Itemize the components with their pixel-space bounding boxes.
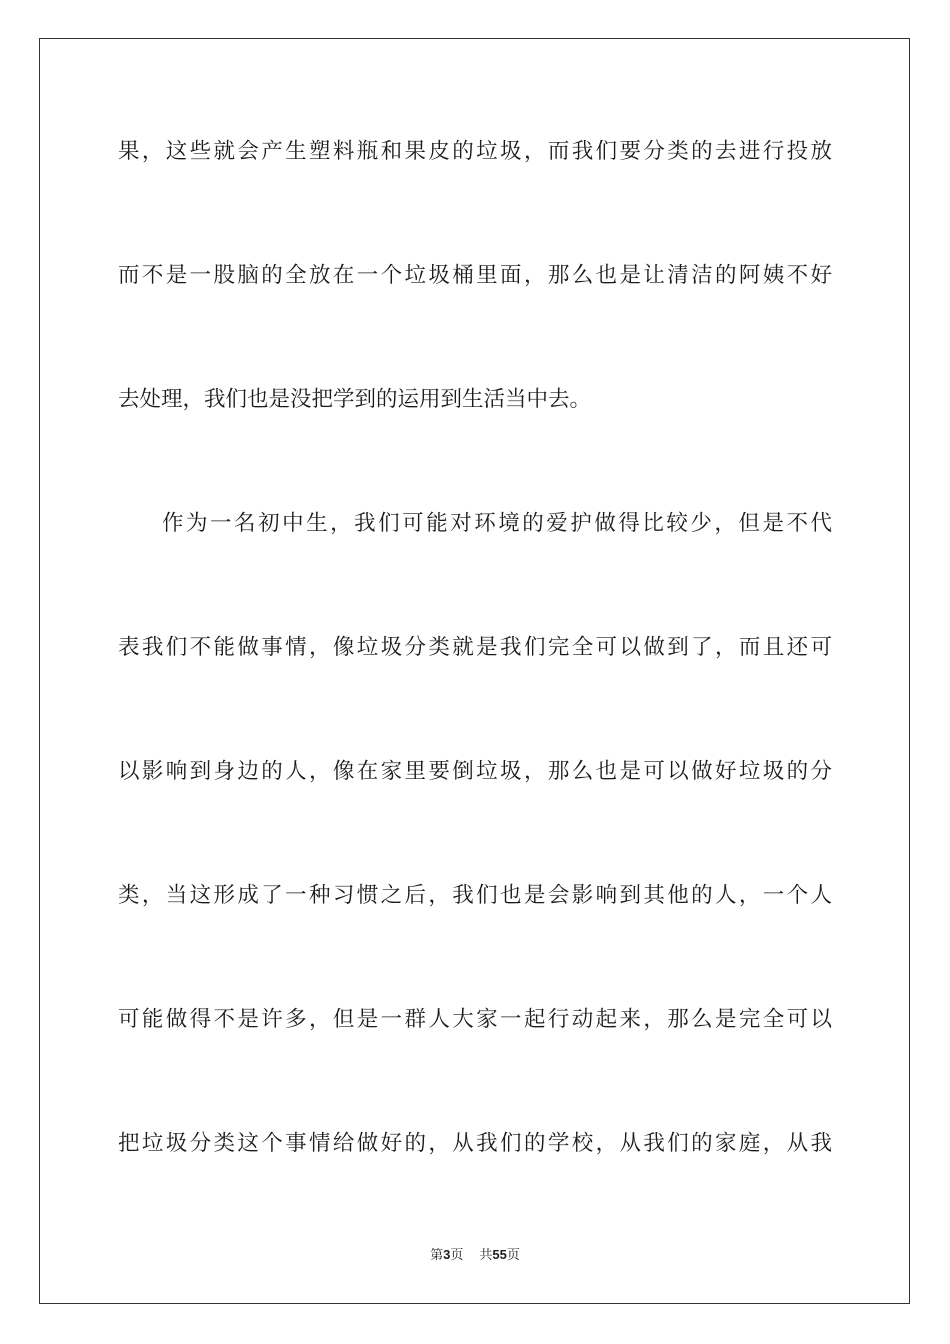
page-prefix: 第: [430, 1248, 444, 1263]
text-line-9: 把垃圾分类这个事情给做好的，从我们的学校，从我们的家庭，从我: [118, 1131, 832, 1156]
total-suffix: 页: [506, 1248, 520, 1263]
page-number: 3: [443, 1247, 451, 1262]
text-line-4-paragraph-start: 作为一名初中生，我们可能对环境的爱护做得比较少，但是不代: [162, 511, 832, 536]
total-prefix: 共: [479, 1248, 493, 1263]
total-pages: 55: [492, 1247, 507, 1262]
text-line-6: 以影响到身边的人，像在家里要倒垃圾，那么也是可以做好垃圾的分: [118, 759, 832, 784]
page-border: [39, 38, 910, 1304]
text-line-8: 可能做得不是许多，但是一群人大家一起行动起来，那么是完全可以: [118, 1007, 832, 1032]
page-footer: [0, 1246, 950, 1265]
text-line-2: 而不是一股脑的全放在一个垃圾桶里面，那么也是让清洁的阿姨不好: [118, 263, 832, 288]
text-line-1: 果，这些就会产生塑料瓶和果皮的垃圾，而我们要分类的去进行投放: [118, 139, 832, 164]
text-line-3: 去处理，我们也是没把学到的运用到生活当中去。: [118, 387, 592, 412]
text-line-5: 表我们不能做事情，像垃圾分类就是我们完全可以做到了，而且还可: [118, 635, 832, 660]
page-suffix: 页: [450, 1248, 464, 1263]
text-line-7: 类，当这形成了一种习惯之后，我们也是会影响到其他的人，一个人: [118, 883, 832, 908]
